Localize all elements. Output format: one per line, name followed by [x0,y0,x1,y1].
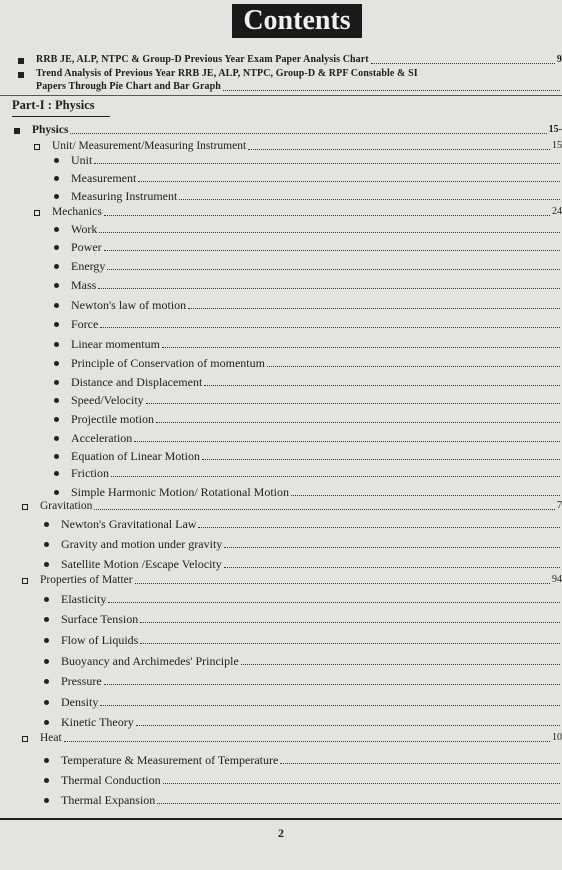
leader-dots [188,308,560,309]
toc-label: Newton's law of motion [71,298,187,312]
toc-label: Properties of Matter [40,574,133,586]
dot-bullet-icon [44,522,49,527]
leader-dots [204,385,560,386]
leader-dots [100,705,560,706]
toc-label: Friction [71,466,109,480]
intro-item-analysis-chart[interactable] [18,53,562,67]
toc-topic[interactable] [54,259,562,273]
hollow-square-bullet-icon [22,504,28,510]
toc-topic[interactable] [54,412,562,426]
leader-dots [111,476,560,477]
leader-dots [94,509,555,510]
toc-chapter[interactable] [34,139,562,153]
leader-dots [267,366,560,367]
dot-bullet-icon [44,562,49,567]
toc-label: Pressure [61,674,102,688]
toc-label: Work [71,222,98,236]
toc-topic[interactable] [54,298,562,312]
toc-topic[interactable] [54,317,562,331]
square-bullet-icon [14,128,20,134]
leader-dots [134,441,560,442]
toc-label: Buoyancy and Archimedes' Principle [61,654,239,668]
toc-label: Equation of Linear Motion [71,449,200,463]
dot-bullet-icon [44,679,49,684]
toc-page: 7 [557,500,562,511]
leader-dots [104,250,560,251]
toc-label: Thermal Expansion [61,793,156,807]
toc-topic[interactable] [44,633,562,647]
toc-label: Principle of Conservation of momentum [71,356,265,370]
toc-label: Unit [71,153,93,167]
toc-topic[interactable] [54,189,562,203]
toc-topic[interactable] [54,431,562,445]
leader-dots [248,149,550,150]
leader-dots [108,602,560,603]
intro-item-trend-analysis-cont[interactable] [36,80,562,94]
dot-bullet-icon [54,264,59,269]
toc-label: Acceleration [71,431,133,445]
leader-dots [179,199,560,200]
toc-label: Kinetic Theory [61,715,134,729]
toc-topic[interactable] [54,337,562,351]
toc-label: Force [71,317,99,331]
leader-dots [163,783,560,784]
footer-divider [0,818,562,820]
leader-dots [280,763,560,764]
dot-bullet-icon [54,158,59,163]
intro-item-label: Papers Through Pie Chart and Bar Graph [36,81,221,92]
hollow-square-bullet-icon [22,578,28,584]
leader-dots [140,643,560,644]
toc-label: Elasticity [61,592,107,606]
leader-dots [94,163,560,164]
toc-topic[interactable] [54,485,562,499]
leader-dots [241,664,560,665]
dot-bullet-icon [54,398,59,403]
toc-label: Newton's Gravitational Law [61,517,197,531]
dot-bullet-icon [44,617,49,622]
leader-dots [104,215,550,216]
leader-dots [138,181,560,182]
dot-bullet-icon [44,778,49,783]
leader-dots [104,684,560,685]
intro-item-label: RRB JE, ALP, NTPC & Group-D Previous Year Exam Paper Analysis Chart [36,54,369,65]
dot-bullet-icon [44,758,49,763]
intro-item-trend-analysis[interactable] [18,67,562,81]
hollow-square-bullet-icon [34,144,40,150]
dot-bullet-icon [54,283,59,288]
toc-topic[interactable] [44,517,562,531]
dot-bullet-icon [54,490,59,495]
toc-page: 10 [552,732,562,743]
toc-page: 15- [548,124,562,135]
dot-bullet-icon [44,542,49,547]
leader-dots [99,232,560,233]
toc-label: Mechanics [52,206,102,218]
leader-dots [162,347,560,348]
toc-label: Flow of Liquids [61,633,139,647]
dot-bullet-icon [54,342,59,347]
dot-bullet-icon [44,720,49,725]
toc-topic[interactable] [44,753,562,767]
leader-dots [70,133,546,134]
toc-topic[interactable] [54,171,562,185]
toc-topic[interactable] [44,695,562,709]
toc-topic[interactable] [54,393,562,407]
dot-bullet-icon [54,471,59,476]
dot-bullet-icon [54,245,59,250]
hollow-square-bullet-icon [34,210,40,216]
toc-topic[interactable] [44,612,562,626]
leader-dots [202,459,560,460]
leader-dots [156,422,560,423]
toc-label: Gravity and motion under gravity [61,537,223,551]
square-bullet-icon [18,72,24,78]
contents-title: Contents [232,4,362,38]
dot-bullet-icon [44,638,49,643]
dot-bullet-icon [54,322,59,327]
toc-label: Simple Harmonic Motion/ Rotational Motion [71,485,289,499]
toc-label: Energy [71,259,106,273]
part-heading: Part-I : Physics [12,98,110,117]
leader-dots [223,90,560,91]
dot-bullet-icon [44,700,49,705]
dot-bullet-icon [54,436,59,441]
toc-label: Measuring Instrument [71,189,178,203]
dot-bullet-icon [54,194,59,199]
toc-label: Physics [32,124,69,136]
intro-item-label: Trend Analysis of Previous Year RRB JE, ALP, NTPC, Group-D & RPF Constable & SI [36,68,418,79]
leader-dots [136,725,560,726]
toc-topic[interactable] [44,537,562,551]
toc-topic[interactable] [44,557,562,571]
leader-dots [291,495,560,496]
toc-label: Unit/ Measurement/Measuring Instrument [52,140,247,152]
toc-label: Measurement [71,171,137,185]
toc-label: Satellite Motion /Escape Velocity [61,557,222,571]
toc-section[interactable] [14,123,562,137]
toc-label: Temperature & Measurement of Temperature [61,753,279,767]
hollow-square-bullet-icon [22,736,28,742]
dot-bullet-icon [54,380,59,385]
dot-bullet-icon [44,597,49,602]
leader-dots [224,567,560,568]
leader-dots [146,403,560,404]
toc-label: Speed/Velocity [71,393,144,407]
leader-dots [100,327,560,328]
leader-dots [98,288,560,289]
toc-label: Thermal Conduction [61,773,161,787]
leader-dots [198,527,560,528]
leader-dots [371,63,555,64]
toc-topic[interactable] [44,715,562,729]
toc-label: Distance and Displacement [71,375,203,389]
toc-topic[interactable] [54,466,562,480]
leader-dots [135,583,550,584]
dot-bullet-icon [54,303,59,308]
dot-bullet-icon [54,176,59,181]
toc-topic[interactable] [44,793,562,807]
toc-label: Power [71,240,102,254]
dot-bullet-icon [54,454,59,459]
leader-dots [140,622,560,623]
toc-chapter[interactable] [34,205,562,219]
toc-topic[interactable] [44,654,562,668]
dot-bullet-icon [54,417,59,422]
dot-bullet-icon [54,361,59,366]
toc-chapter[interactable] [22,731,562,745]
toc-topic[interactable] [54,153,562,167]
toc-topic[interactable] [44,773,562,787]
toc-page: 94 [552,574,562,585]
toc-chapter[interactable] [22,499,562,513]
toc-label: Density [61,695,99,709]
toc-label: Projectile motion [71,412,154,426]
dot-bullet-icon [54,227,59,232]
leader-dots [64,741,550,742]
toc-label: Heat [40,732,62,744]
toc-topic[interactable] [44,592,562,606]
toc-chapter[interactable] [22,573,562,587]
toc-topic[interactable] [44,674,562,688]
toc-label: Linear momentum [71,337,160,351]
toc-label: Gravitation [40,500,93,512]
leader-dots [107,269,560,270]
toc-topic[interactable] [54,356,562,370]
toc-label: Surface Tension [61,612,139,626]
page-number: 2 [278,826,284,840]
toc-page: 24 [552,206,562,217]
dot-bullet-icon [44,659,49,664]
divider [0,95,562,96]
leader-dots [224,547,560,548]
toc-label: Mass [71,278,97,292]
leader-dots [157,803,560,804]
toc-topic[interactable] [54,449,562,463]
intro-item-page: 9 [556,54,562,65]
toc-topic[interactable] [54,278,562,292]
toc-page: 15 [552,140,562,151]
toc-topic[interactable] [54,222,562,236]
toc-topic[interactable] [54,375,562,389]
dot-bullet-icon [44,798,49,803]
square-bullet-icon [18,58,24,64]
toc-topic[interactable] [54,240,562,254]
